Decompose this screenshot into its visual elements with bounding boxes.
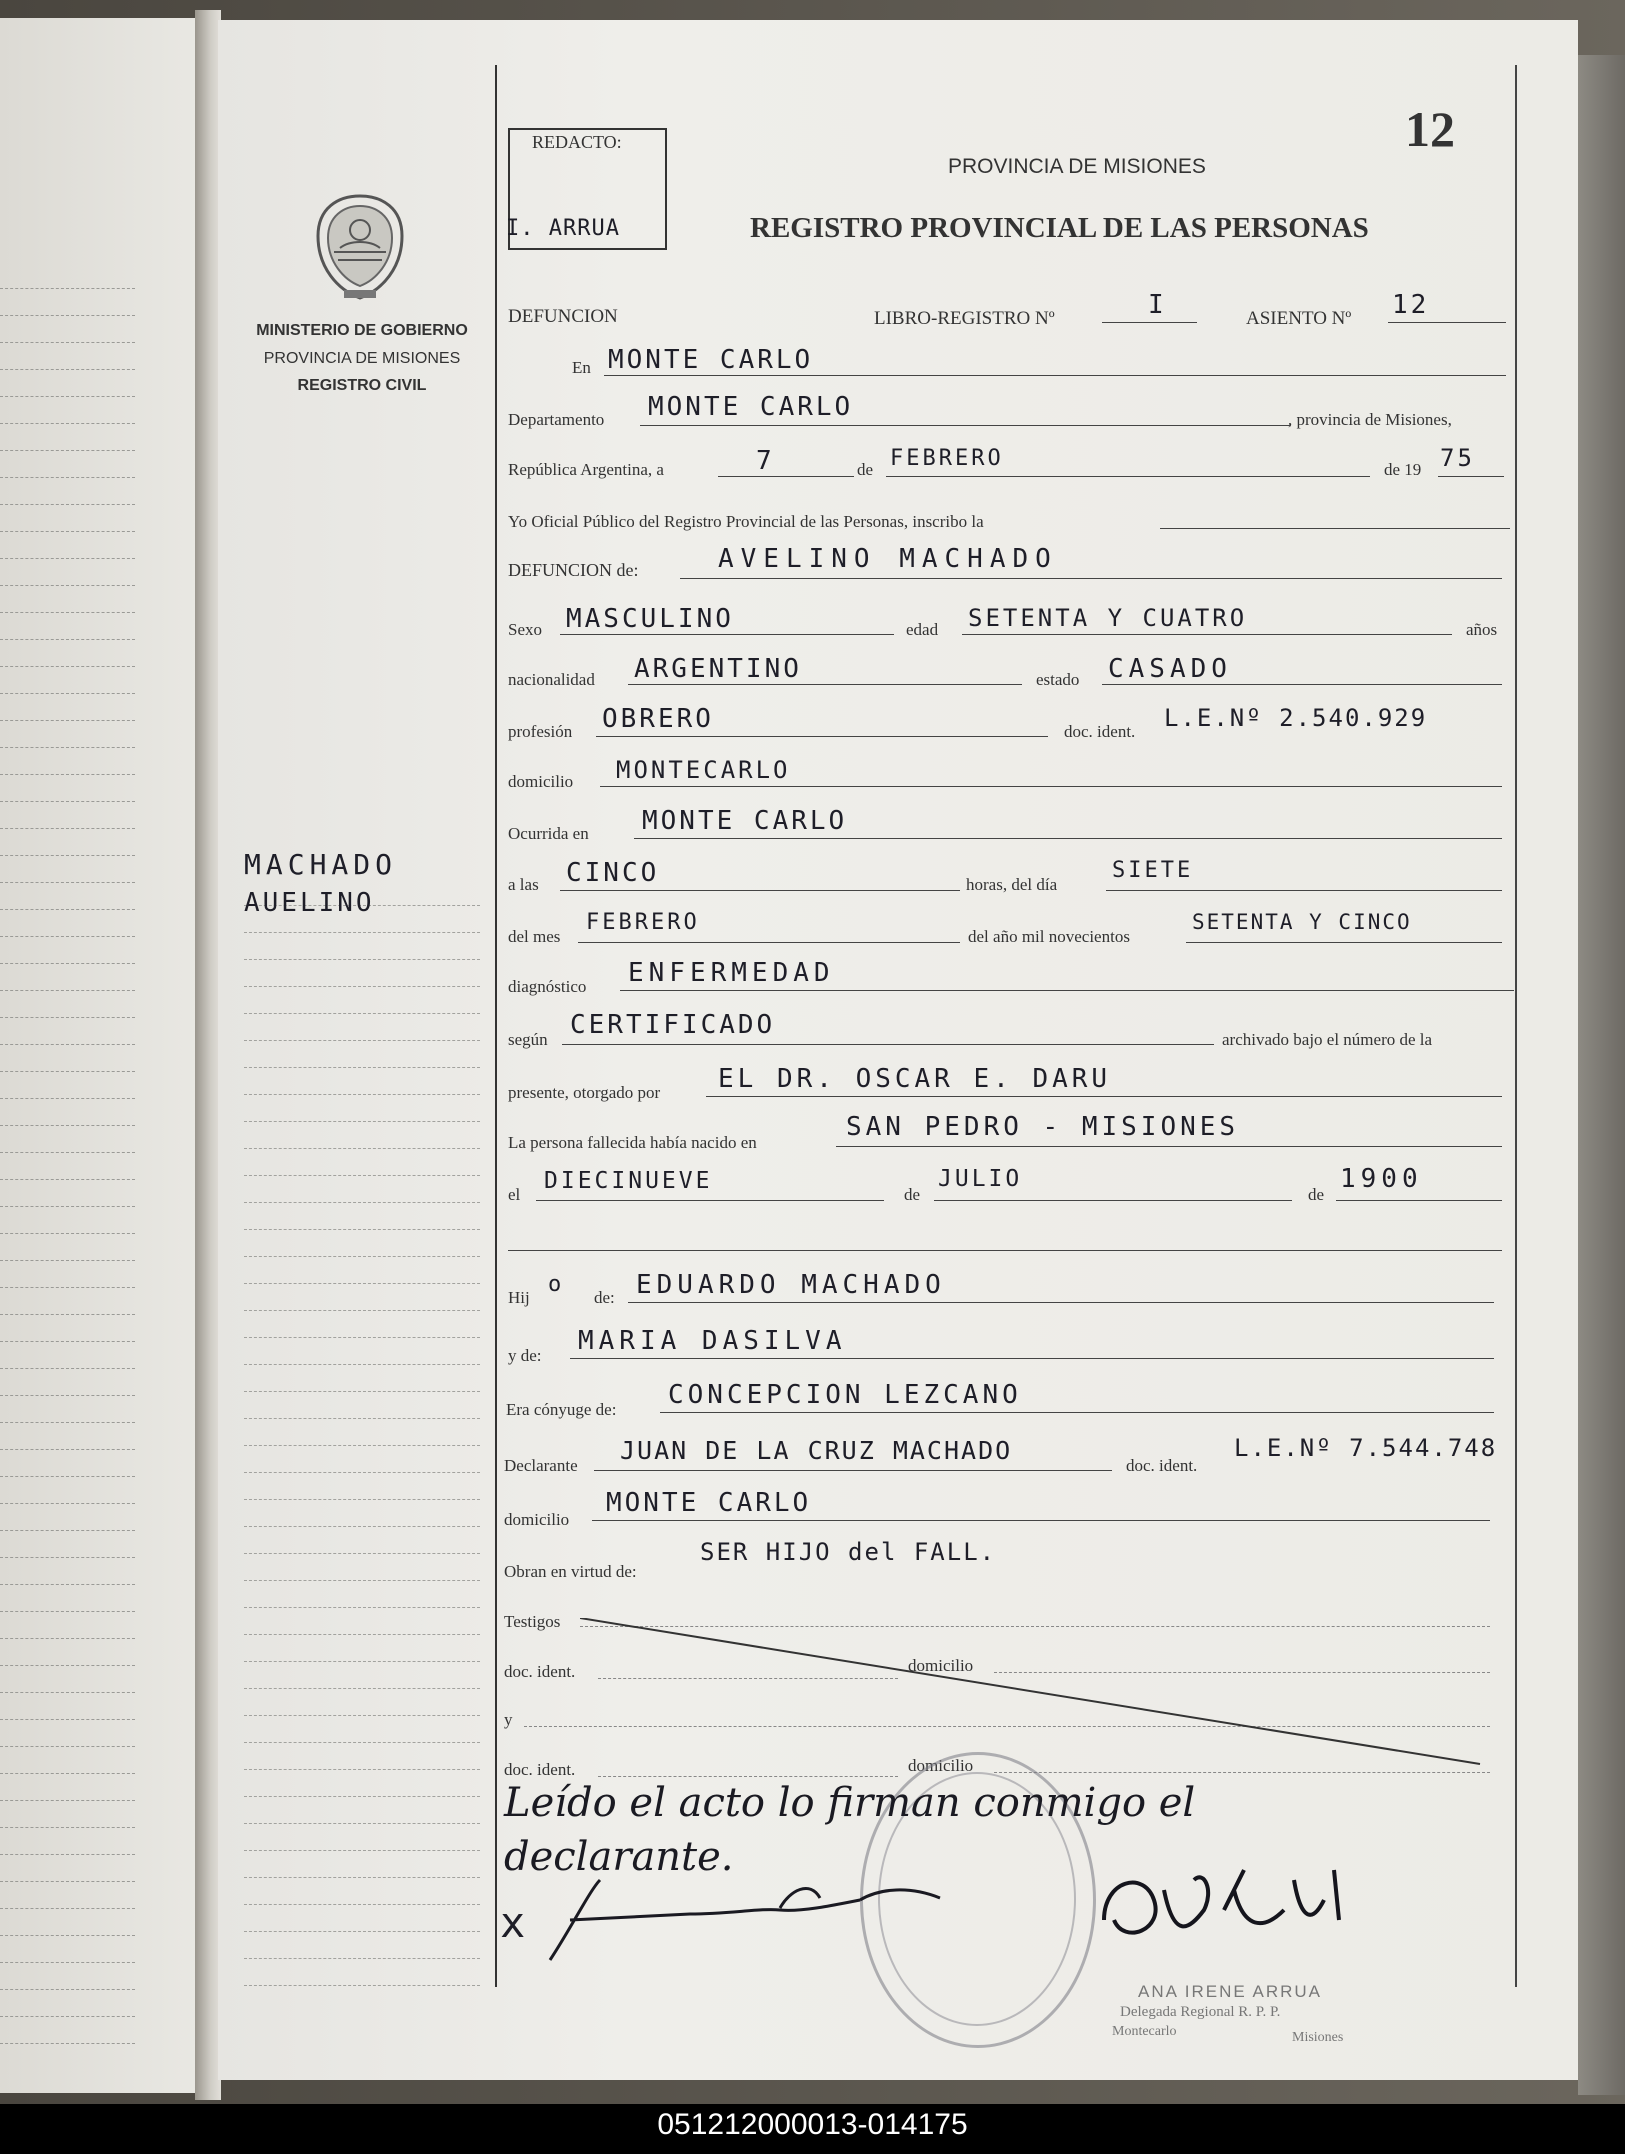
declarante-label: Declarante xyxy=(504,1456,578,1475)
hijo-suffix: o xyxy=(548,1272,565,1297)
nacido-label: La persona fallecida había nacido en xyxy=(508,1133,757,1152)
presente-label: presente, otorgado por xyxy=(508,1083,661,1102)
del-mes-value: FEBRERO xyxy=(586,910,700,935)
el-label: el xyxy=(508,1185,521,1204)
hijo-de-label: de: xyxy=(594,1288,615,1307)
doc-label: doc. ident. xyxy=(1064,722,1136,741)
birth-year-value: 1900 xyxy=(1340,1164,1423,1194)
libro-value: I xyxy=(1148,290,1167,320)
official-signature xyxy=(1094,1850,1374,1960)
anos-label: años xyxy=(1466,620,1498,639)
asiento-label: ASIENTO Nº xyxy=(1246,308,1352,329)
testigo-doc-label-2: doc. ident. xyxy=(504,1760,576,1779)
official-name: ANA IRENE ARRUA xyxy=(1138,1982,1322,2001)
a-las-label: a las xyxy=(508,875,539,894)
declarante-doc-value: L.E.Nº 7.544.748 xyxy=(1234,1434,1498,1462)
testigo-doc-label-1: doc. ident. xyxy=(504,1662,576,1681)
presente-value: EL DR. OSCAR E. DARU xyxy=(718,1064,1112,1094)
departamento-label: Departamento xyxy=(508,410,605,429)
ocurrida-value: MONTE CARLO xyxy=(642,806,848,836)
oficial-text: Yo Oficial Público del Registro Provincial de las Personas, inscribo la xyxy=(508,512,984,531)
edad-label: edad xyxy=(906,620,939,639)
del-mes-label: del mes xyxy=(508,927,561,946)
y-de-label: y de: xyxy=(508,1346,542,1365)
diagnostico-label: diagnóstico xyxy=(508,977,587,996)
declarante-mark: x xyxy=(500,1898,529,1947)
domicilio-label: domicilio xyxy=(508,772,574,791)
record-type: DEFUNCION xyxy=(508,306,618,327)
archivado-text: archivado bajo el número de la xyxy=(1222,1030,1433,1049)
obran-value: SER HIJO del FALL. xyxy=(700,1538,997,1566)
redacto-label: REDACTO: xyxy=(532,132,622,152)
conyuge-value: CONCEPCION LEZCANO xyxy=(668,1380,1022,1410)
libro-label: LIBRO-REGISTRO Nº xyxy=(874,308,1055,329)
official-province: Misiones xyxy=(1292,2030,1344,2045)
segun-value: CERTIFICADO xyxy=(570,1010,776,1040)
horas-label: horas, del día xyxy=(966,875,1058,894)
horas-value: SIETE xyxy=(1112,858,1194,883)
en-label: En xyxy=(572,358,591,377)
file-id: 051212000013-014175 xyxy=(657,2108,968,2141)
official-title: Delegada Regional R. P. P. xyxy=(1120,2004,1281,2020)
de-label: de xyxy=(857,460,874,479)
ministry-name: MINISTERIO DE GOBIERNO xyxy=(256,322,468,339)
republica-label: República Argentina, a xyxy=(508,460,664,479)
estado-label: estado xyxy=(1036,670,1080,689)
edad-value: SETENTA Y CUATRO xyxy=(968,604,1248,632)
year-value: 75 xyxy=(1440,444,1475,472)
nacionalidad-label: nacionalidad xyxy=(508,670,595,689)
hijo-value: EDUARDO MACHADO xyxy=(636,1270,946,1300)
closing-note-line-1: Leído el acto lo firman conmigo el xyxy=(504,1780,1196,1826)
closing-note-line-2: declarante. xyxy=(504,1834,734,1880)
doc-value: L.E.Nº 2.540.929 xyxy=(1164,704,1428,732)
birth-de-label: de xyxy=(904,1185,921,1204)
testigos-label: Testigos xyxy=(504,1612,561,1631)
registry-heading: REGISTRO PROVINCIAL DE LAS PERSONAS xyxy=(750,212,1369,244)
testigo-y-label: y xyxy=(504,1710,513,1729)
en-value: MONTE CARLO xyxy=(608,345,814,375)
del-ano-label: del año mil novecientos xyxy=(968,927,1130,946)
sexo-label: Sexo xyxy=(508,620,542,639)
y-de-value: MARIA DASILVA xyxy=(578,1326,847,1356)
asiento-value: 12 xyxy=(1392,290,1430,320)
book-cover-edge xyxy=(1578,55,1625,2095)
redacto-value: I. ARRUA xyxy=(506,216,620,241)
profesion-label: profesión xyxy=(508,722,573,741)
declarante-signature xyxy=(530,1870,960,1970)
ministry-office: REGISTRO CIVIL xyxy=(297,377,427,394)
birth-de-label-2: de xyxy=(1308,1185,1325,1204)
facing-page xyxy=(0,18,200,2093)
birth-month-value: JULIO xyxy=(938,1166,1023,1192)
obran-label: Obran en virtud de: xyxy=(504,1562,637,1581)
margin-surname: MACHADO xyxy=(244,848,398,881)
nacionalidad-value: ARGENTINO xyxy=(634,654,802,684)
declarante-value: JUAN DE LA CRUZ MACHADO xyxy=(620,1436,1013,1465)
day-value: 7 xyxy=(756,446,775,476)
provincia-text: , provincia de Misiones, xyxy=(1288,410,1452,429)
declarante-domicilio-value: MONTE CARLO xyxy=(606,1488,812,1518)
testigo-domicilio-label-2: domicilio xyxy=(908,1756,974,1775)
province-heading: PROVINCIA DE MISIONES xyxy=(948,155,1206,178)
testigos-strike-line xyxy=(580,1618,1490,1768)
year-prefix: de 19 xyxy=(1384,460,1422,479)
defuncion-de-label: DEFUNCION de: xyxy=(508,560,639,580)
page-number: 12 xyxy=(1405,101,1455,157)
month-value: FEBRERO xyxy=(890,446,1004,471)
testigo-domicilio-label-1: domicilio xyxy=(908,1656,974,1675)
diagnostico-value: ENFERMEDAD xyxy=(628,958,835,988)
estado-value: CASADO xyxy=(1108,654,1232,684)
profesion-value: OBRERO xyxy=(602,704,714,734)
departamento-value: MONTE CARLO xyxy=(648,392,854,422)
margin-given-name: AUELINO xyxy=(244,888,375,918)
hijo-label: Hij xyxy=(508,1288,530,1307)
a-las-value: CINCO xyxy=(566,858,660,888)
declarante-domicilio-label: domicilio xyxy=(504,1510,570,1529)
segun-label: según xyxy=(508,1030,548,1049)
coat-of-arms-seal xyxy=(310,190,410,302)
ocurrida-label: Ocurrida en xyxy=(508,824,589,843)
nacido-value: SAN PEDRO - MISIONES xyxy=(846,1112,1240,1142)
del-ano-value: SETENTA Y CINCO xyxy=(1192,910,1412,934)
ministry-province: PROVINCIA DE MISIONES xyxy=(263,350,461,367)
declarante-doc-label: doc. ident. xyxy=(1126,1456,1198,1475)
defuncion-de-value: AVELINO MACHADO xyxy=(718,544,1058,574)
official-city: Montecarlo xyxy=(1112,2024,1177,2039)
conyuge-label: Era cónyuge de: xyxy=(506,1400,617,1419)
domicilio-value: MONTECARLO xyxy=(616,756,791,784)
el-value: DIECINUEVE xyxy=(544,1168,713,1194)
sexo-value: MASCULINO xyxy=(566,604,734,634)
